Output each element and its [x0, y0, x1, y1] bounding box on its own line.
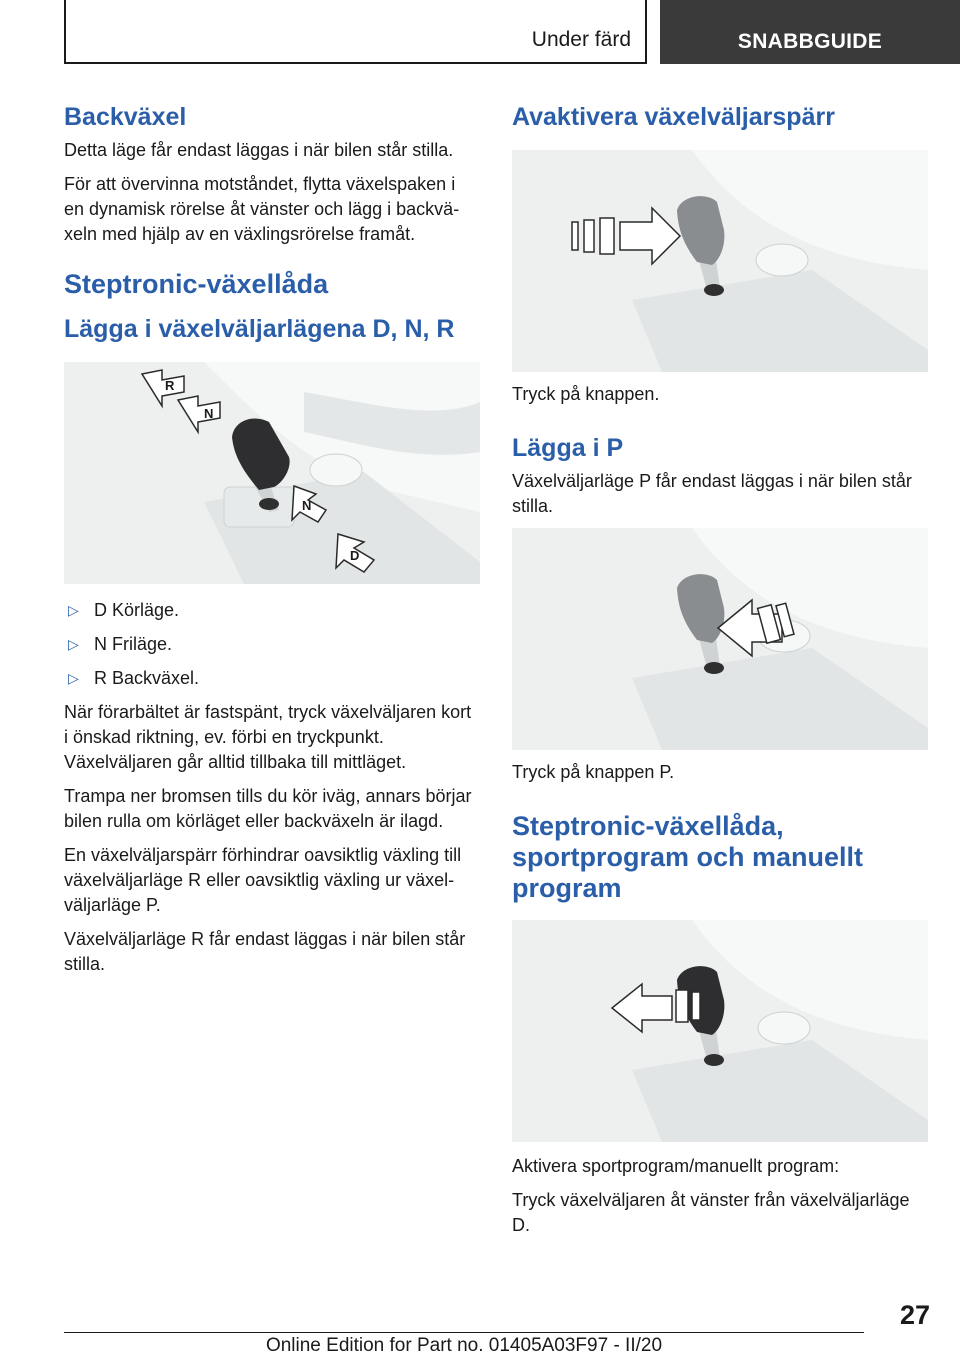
- para-tryck: Tryck på knappen.: [512, 384, 660, 404]
- page-number: 27: [899, 1300, 930, 1330]
- fig-label-r: R: [165, 378, 175, 393]
- list-item: ▷ N Friläge.: [64, 632, 480, 657]
- right-column: [512, 96, 928, 1247]
- para-p: Växelväljarläge P får endast läggas i när bilen står stilla.: [512, 471, 912, 516]
- footer-edition: Online Edition for Part no. 01405A03F97 - II/20: [265, 1335, 663, 1356]
- figure-park-button: [512, 528, 928, 750]
- left-column: [64, 96, 480, 986]
- para-back-1: Detta läge får endast läggas i när bilen står stilla.: [64, 140, 454, 160]
- figure-sport-mode: [512, 920, 928, 1142]
- para-4: Växelväljarläge R får endast läggas i när bilen står stilla.: [64, 929, 466, 974]
- fig-label-n1: N: [204, 406, 214, 421]
- heading-avaktivera: Avaktivera växelväljarspärr: [512, 103, 835, 131]
- para-3: En växelväljarspärr förhindrar oavsiktlig växling till växelväljarläge R eller oavsiktlig växling ur växelväljarläge P.: [64, 845, 462, 915]
- heading-backvaxel: Backväxel: [64, 103, 187, 131]
- heading-lagga-dnr: Lägga i växelväljarlägena D, N, R: [64, 315, 455, 343]
- header-guide-label: SNABBGUIDE: [737, 30, 883, 53]
- triangle-bullet-icon: ▷: [68, 670, 79, 686]
- list-item: ▷ D Körläge.: [64, 598, 480, 623]
- triangle-bullet-icon: ▷: [68, 636, 79, 652]
- header-guide-tab: [660, 0, 960, 64]
- figure-gear-selector-dnr: [64, 362, 480, 584]
- gear-position-list: [64, 598, 480, 691]
- figure-unlock-button: [512, 150, 928, 372]
- para-back-2: För att övervinna motståndet, flytta växelspaken i en dynamisk rörelse åt vänster och lägg i backväxeln med hjälp av en växlingsrörelse framåt.: [64, 174, 460, 244]
- heading-sportprogram: Steptronic-växellåda, sportprogram och manuellt program: [512, 811, 864, 903]
- para-2: Trampa ner bromsen tills du kör iväg, annars börjar bilen rulla om körläget eller backväxeln är ilagd.: [64, 786, 472, 831]
- fig-label-d: D: [350, 548, 360, 563]
- para-tryck-p: Tryck på knappen P.: [512, 762, 675, 782]
- para-tryck-vaxel: Tryck växelväljaren åt vänster från växelväljarläge D.: [512, 1190, 910, 1235]
- triangle-bullet-icon: ▷: [68, 602, 79, 618]
- header-section-label: Under färd: [531, 28, 631, 51]
- heading-steptronic: Steptronic-växellåda: [64, 269, 329, 299]
- fig-label-n2: N: [302, 498, 312, 513]
- heading-lagga-p: Lägga i P: [512, 434, 624, 462]
- list-item: ▷ R Backväxel.: [64, 666, 480, 691]
- para-1: När förarbältet är fastspänt, tryck växelväljaren kort i önskad riktning, ev. förbi en tryckpunkt. Växelväljaren går alltid tillbaka till mittläget.: [64, 702, 472, 772]
- header-section-box: [64, 0, 647, 64]
- para-aktivera: Aktivera sportprogram/manuellt program:: [512, 1156, 840, 1176]
- footer-divider: [64, 1332, 864, 1333]
